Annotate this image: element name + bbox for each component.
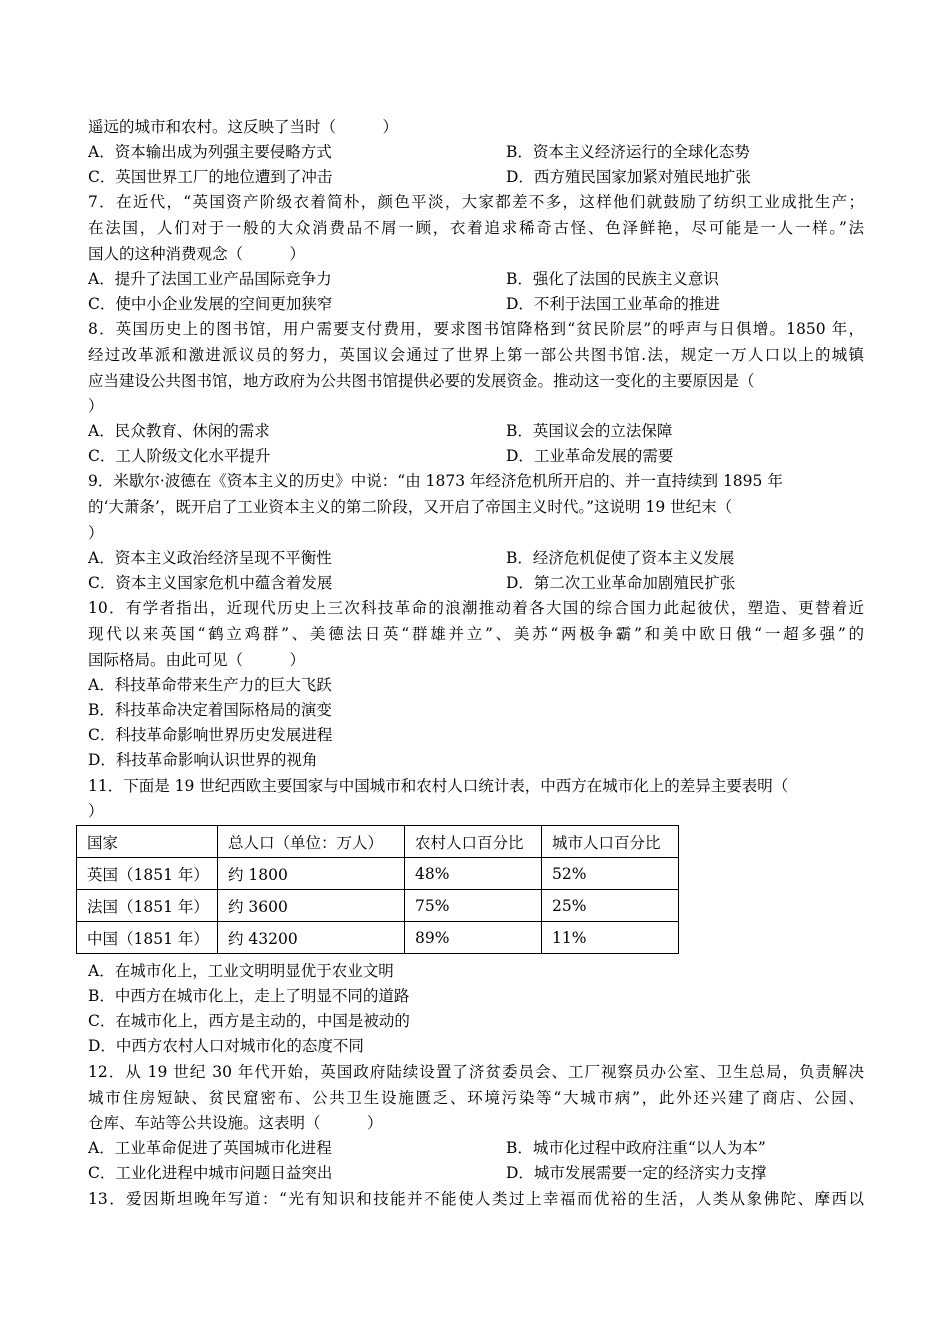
q6-option-d: D．西方殖民国家加紧对殖民地扩张 — [506, 168, 751, 186]
table-cell: 约 1800 — [218, 858, 405, 890]
table-header-cell: 农村人口百分比 — [405, 826, 542, 858]
table-cell: 英国（1851 年） — [77, 858, 218, 890]
q7-line-2: 在法国，人们对于一般的大众消费品不屑一顾，衣着追求稀奇古怪、色泽鲜艳，尽可能是一人一样。”法 — [88, 219, 864, 237]
q9-option-a: A．资本主义政治经济呈现不平衡性 — [88, 549, 332, 567]
q13-line-1: 13．爱因斯坦晚年写道：“光有知识和技能并不能使人类过上幸福而优裕的生活，人类从象佛陀、摩西以 — [88, 1190, 864, 1208]
table-row — [77, 858, 679, 890]
table-cell: 中国（1851 年） — [77, 922, 218, 954]
q6-option-a: A．资本输出成为列强主要侵略方式 — [88, 143, 332, 161]
table-row — [77, 890, 679, 922]
q8-line-2: 经过改革派和激进派议员的努力，英国议会通过了世界上第一部公共图书馆.法，规定一万人口以上的城镇 — [88, 346, 864, 364]
q10-line-1: 10．有学者指出，近现代历史上三次科技革命的浪潮推动着各大国的综合国力此起彼伏，塑造、更替着近 — [88, 599, 864, 617]
table-row — [77, 922, 679, 954]
q9-line-2: 的‘大萧条’，既开启了工业资本主义的第二阶段，又开启了帝国主义时代。”这说明 19 世纪末（ — [88, 498, 733, 516]
q6-option-c: C．英国世界工厂的地位遭到了冲击 — [88, 168, 333, 186]
q6-options-row-1 — [88, 141, 864, 163]
table-cell: 11% — [542, 922, 679, 954]
q7-line-1: 7．在近代，“英国资产阶级衣着简朴，颜色平淡，大家都差不多，这样他们就鼓励了纺织工业成批生产； — [88, 193, 864, 211]
q8-line-1: 8．英国历史上的图书馆，用户需要支付费用，要求图书馆降格到“贫民阶层”的呼声与日俱增。1850 年， — [88, 320, 864, 338]
table-cell: 75% — [405, 890, 542, 922]
q9-option-b: B．经济危机促使了资本主义发展 — [506, 549, 735, 567]
q8-option-d: D．工业革命发展的需要 — [506, 447, 674, 465]
q9-option-d: D．第二次工业革命加剧殖民扩张 — [506, 574, 736, 592]
table-cell: 法国（1851 年） — [77, 890, 218, 922]
q7-line-3: 国人的这种消费观念（ ） — [88, 245, 306, 263]
table-cell: 89% — [405, 922, 542, 954]
q6-options-row-2 — [88, 166, 864, 188]
q7-option-b: B．强化了法国的民族主义意识 — [506, 270, 719, 288]
table-header-cell: 总人口（单位：万人） — [218, 826, 405, 858]
q7-options-row-1 — [88, 268, 864, 290]
q11-option-b: B．中西方在城市化上，走上了明显不同的道路 — [88, 987, 410, 1005]
q12-option-d: D．城市发展需要一定的经济实力支撑 — [506, 1164, 767, 1182]
q8-option-c: C．工人阶级文化水平提升 — [88, 447, 271, 465]
table-cell: 约 43200 — [218, 922, 405, 954]
q11-option-c: C．在城市化上，西方是主动的，中国是被动的 — [88, 1012, 410, 1030]
q12-option-b: B．城市化过程中政府注重“以人为本” — [506, 1139, 766, 1157]
q10-line-2: 现代以来英国“鹤立鸡群”、美德法日英“群雄并立”、美苏“两极争霸”和美中欧日俄“一超多强”的 — [88, 625, 864, 643]
q6-option-b: B．资本主义经济运行的全球化态势 — [506, 143, 750, 161]
q10-option-d: D．科技革命影响认识世界的视角 — [88, 751, 318, 769]
table-cell: 约 3600 — [218, 890, 405, 922]
q12-option-a: A．工业革命促进了英国城市化进程 — [88, 1139, 332, 1157]
table-header-row — [77, 826, 679, 858]
q9-line-1: 9．米歇尔·波德在《资本主义的历史》中说：“由 1873 年经济危机所开启的、并一直持续到 1895 年 — [88, 472, 783, 490]
q11-line-1: 11．下面是 19 世纪西欧主要国家与中国城市和农村人口统计表，中西方在城市化上的差异主要表明（ — [88, 777, 789, 795]
q7-option-c: C．使中小企业发展的空间更加狭窄 — [88, 295, 333, 313]
q8-option-a: A．民众教育、休闲的需求 — [88, 422, 270, 440]
q10-line-3: 国际格局。由此可见（ ） — [88, 651, 306, 669]
q11-line-2: ） — [88, 802, 104, 820]
table-cell: 52% — [542, 858, 679, 890]
q10-option-a: A．科技革命带来生产力的巨大飞跃 — [88, 676, 332, 694]
q7-option-a: A．提升了法国工业产品国际竞争力 — [88, 270, 332, 288]
q12-line-1: 12．从 19 世纪 30 年代开始，英国政府陆续设置了济贫委员会、工厂视察员办公室、卫生总局，负责解决 — [88, 1063, 864, 1081]
q8-line-4: ） — [88, 397, 104, 415]
q9-options-row-1 — [88, 547, 864, 569]
table-header-cell: 国家 — [77, 826, 218, 858]
q9-line-3: ） — [88, 524, 104, 542]
q12-line-2: 城市住房短缺、贫民窟密布、公共卫生设施匮乏、环境污染等“大城市病”，此外还兴建了商店、公园、 — [88, 1089, 864, 1107]
q8-options-row-2 — [88, 445, 864, 467]
q12-options-row-2 — [88, 1162, 864, 1184]
population-table — [76, 825, 679, 954]
q9-option-c: C．资本主义国家危机中蕴含着发展 — [88, 574, 333, 592]
table-header-cell: 城市人口百分比 — [542, 826, 679, 858]
q10-option-c: C．科技革命影响世界历史发展进程 — [88, 726, 333, 744]
q12-options-row-1 — [88, 1137, 864, 1159]
q8-options-row-1 — [88, 420, 864, 442]
q11-option-a: A．在城市化上，工业文明明显优于农业文明 — [88, 962, 394, 980]
table-cell: 25% — [542, 890, 679, 922]
q8-line-3: 应当建设公共图书馆，地方政府为公共图书馆提供必要的发展资金。推动这一变化的主要原因是（ — [88, 372, 755, 390]
q9-options-row-2 — [88, 572, 864, 594]
q12-line-3: 仓库、车站等公共设施。这表明（ ） — [88, 1114, 383, 1132]
q7-options-row-2 — [88, 293, 864, 315]
q7-option-d: D．不利于法国工业革命的推进 — [506, 295, 720, 313]
table-cell: 48% — [405, 858, 542, 890]
q11-option-d: D．中西方农村人口对城市化的态度不同 — [88, 1037, 364, 1055]
q10-option-b: B．科技革命决定着国际格局的演变 — [88, 701, 332, 719]
q12-option-c: C．工业化进程中城市问题日益突出 — [88, 1164, 333, 1182]
q6-tail-text: 遥远的城市和农村。这反映了当时（ ） — [88, 118, 399, 136]
q8-option-b: B．英国议会的立法保障 — [506, 422, 673, 440]
